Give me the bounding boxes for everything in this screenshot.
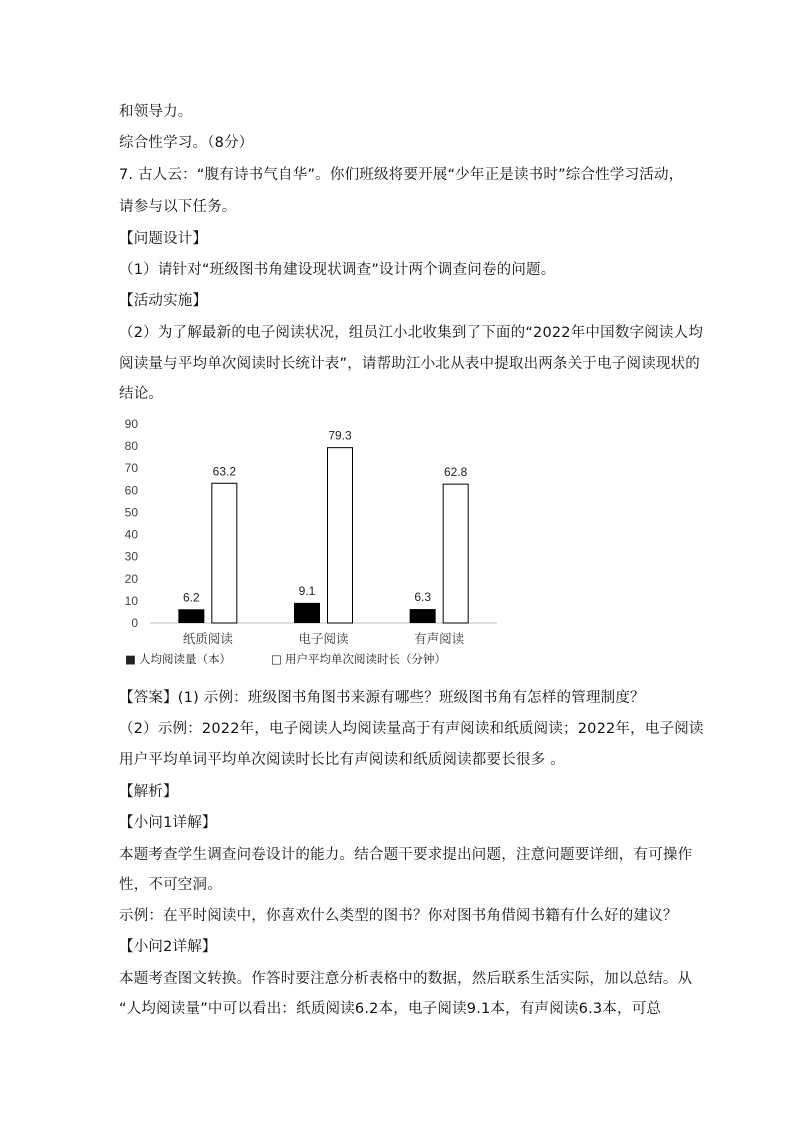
- data-label: 6.2: [182, 590, 200, 605]
- answer-line: 用户平均单词平均单次阅读时长比有声阅读和纸质阅读都要长很多 。: [119, 752, 565, 768]
- y-tick-label: 80: [124, 439, 138, 454]
- analysis-line: 本题考查图文转换。作答时要注意分析表格中的数据，然后联系生活实际，加以总结。从: [119, 971, 693, 987]
- bar-series-2: [443, 484, 468, 623]
- section-heading: 综合性学习。（8分）: [119, 135, 254, 151]
- question-text: 结论。: [119, 386, 164, 402]
- chart-svg: [115, 412, 515, 674]
- bar-series-1: [178, 609, 204, 623]
- bar-series-2: [212, 483, 237, 623]
- data-label: 62.8: [443, 465, 468, 480]
- subsection-heading: 【解析】: [119, 784, 178, 800]
- y-tick-label: 60: [124, 483, 138, 498]
- bar-series-1: [410, 609, 436, 623]
- analysis-line: 性，不可空洞。: [119, 877, 222, 893]
- question-text: （1）请针对“班级图书角建设现状调查”设计两个调查问卷的问题。: [119, 262, 556, 278]
- legend-label: 人均阅读量（本）: [139, 652, 231, 666]
- x-tick-label: 有声阅读: [414, 631, 465, 646]
- question-text: 7. 古人云：“腹有诗书气自华”。你们班级将要开展“少年正是读书时”综合性学习活动，: [119, 167, 684, 183]
- analysis-line: “人均阅读量”中可以看出：纸质阅读6.2本，电子阅读9.1本，有声阅读6.3本，可总: [119, 1001, 662, 1017]
- answer-line: （2）示例：2022年，电子阅读人均阅读量高于有声阅读和纸质阅读；2022年，电子阅读: [119, 721, 704, 737]
- y-tick-label: 30: [124, 549, 138, 564]
- analysis-line: 本题考查学生调查问卷设计的能力。结合题干要求提出问题，注意问题要详细，有可操作: [119, 847, 693, 863]
- bar-series-1: [294, 603, 320, 623]
- legend-marker-solid: ■: [125, 652, 136, 666]
- question-text: （2）为了解最新的电子阅读状况，组员江小北收集到了下面的“2022年中国数字阅读人均: [119, 325, 704, 341]
- y-tick-label: 50: [124, 505, 138, 520]
- legend-marker-outline: □: [271, 652, 282, 666]
- y-tick-label: 20: [124, 571, 138, 586]
- data-label: 63.2: [212, 464, 237, 479]
- y-tick-label: 10: [124, 593, 138, 608]
- question-text: 阅读量与平均单次阅读时长统计表”，请帮助江小北从表中提取出两条关于电子阅读现状的: [119, 356, 701, 372]
- answer-line: 【答案】(1) 示例：班级图书角图书来源有哪些？班级图书角有怎样的管理制度？: [119, 690, 645, 706]
- analysis-line: 示例：在平时阅读中，你喜欢什么类型的图书？你对图书角借阅书籍有什么好的建议？: [119, 908, 678, 924]
- subsection-heading: 【活动实施】: [119, 293, 208, 309]
- data-label: 79.3: [328, 428, 352, 443]
- y-tick-label: 70: [124, 461, 138, 476]
- subsection-heading: 【问题设计】: [119, 231, 208, 247]
- x-tick-label: 电子阅读: [298, 631, 349, 646]
- question-text: 请参与以下任务。: [119, 199, 237, 215]
- y-tick-label: 40: [124, 527, 138, 542]
- legend-label: 用户平均单次阅读时长（分钟）: [285, 652, 446, 666]
- data-label: 9.1: [298, 583, 316, 598]
- y-tick-label: 90: [124, 417, 138, 431]
- bar-chart: [115, 412, 515, 674]
- y-tick-label: 0: [131, 616, 138, 630]
- bar-series-2: [328, 448, 353, 623]
- subsection-heading: 【小问1详解】: [119, 815, 217, 831]
- x-tick-label: 纸质阅读: [182, 631, 233, 646]
- data-label: 6.3: [414, 590, 432, 605]
- text-line: 和领导力。: [119, 104, 193, 120]
- subsection-heading: 【小问2详解】: [119, 939, 217, 955]
